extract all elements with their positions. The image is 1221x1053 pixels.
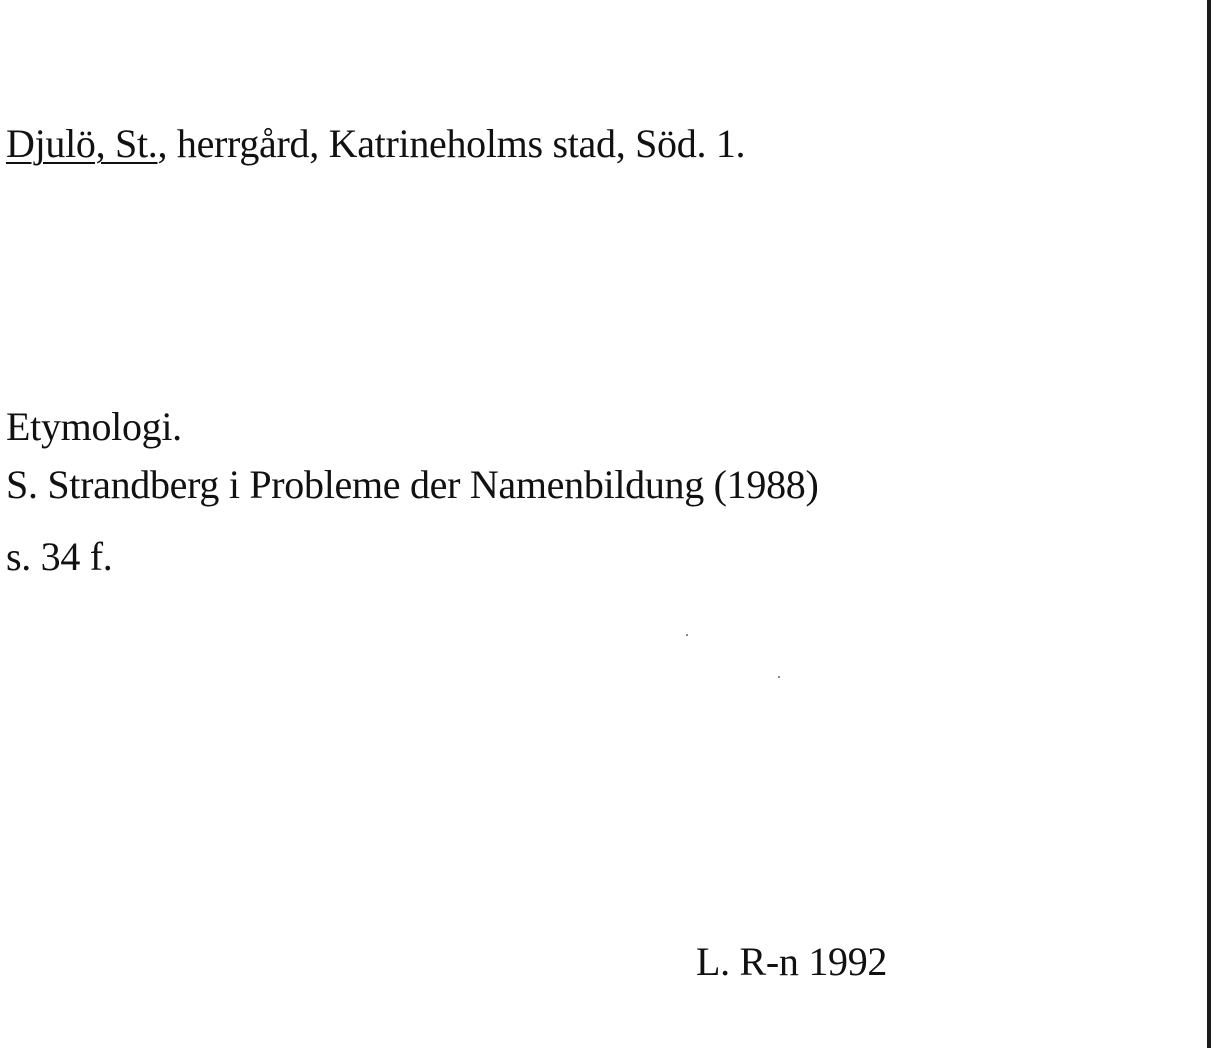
reference-page: s. 34 f. [6,534,113,579]
entry-heading [6,120,745,168]
card-edge-line [1207,0,1211,1048]
reference-line: S. Strandberg i Probleme der Namenbildung (1988) [6,462,819,507]
entry-description: , herrgård, Katrineholms stad, Söd. 1. [157,121,746,166]
etymology-label: Etymologi. [6,404,182,449]
scan-speck [686,634,688,636]
author-signature: L. R-n 1992 [696,939,888,984]
scan-speck [778,676,780,678]
entry-headword: Djulö, St. [6,121,158,166]
